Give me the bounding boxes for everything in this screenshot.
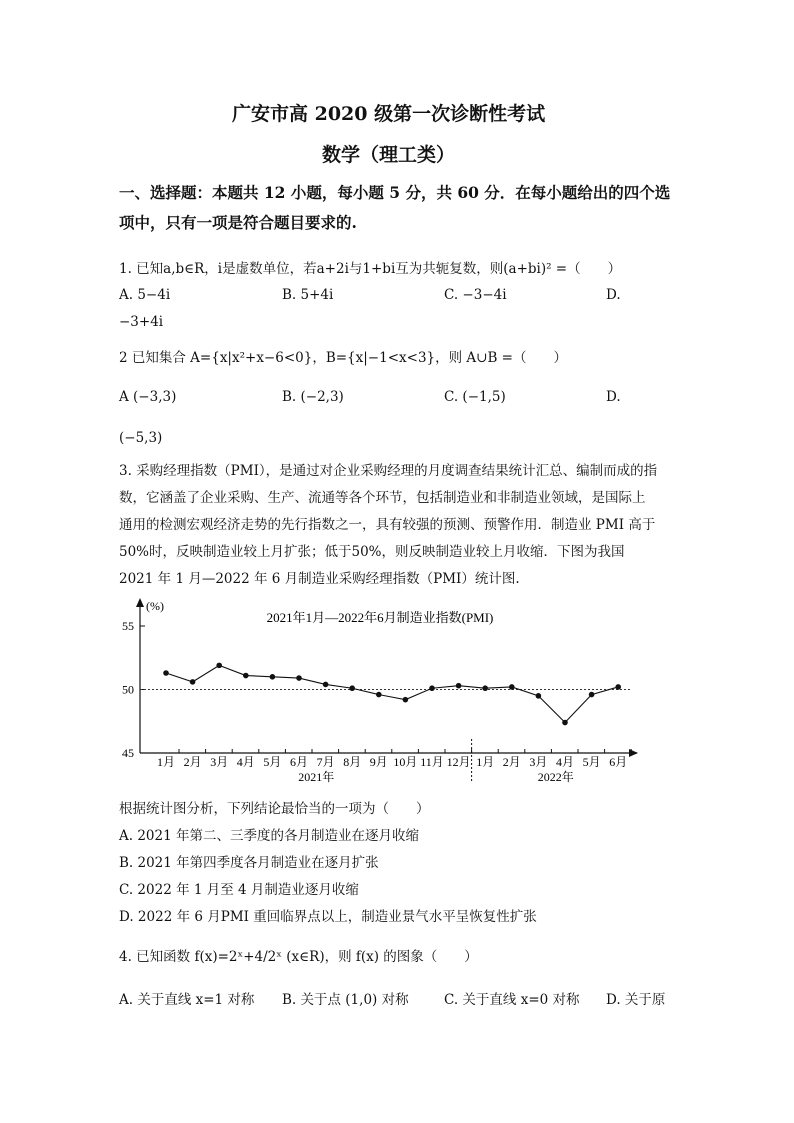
question-3-line: 3. 采购经理指数（PMI），是通过对企业采购经理的月度调查结果统计汇总、编制而成的指 (119, 463, 658, 479)
x-tick-label: 7月 (316, 755, 335, 769)
question-2-option-d: D. (606, 389, 621, 405)
question-3-line: 通用的检测宏观经济走势的先行指数之一，具有较强的预测、预警作用．制造业 PMI 高于 (119, 517, 656, 533)
question-2-option-d-value: (−5,3) (119, 430, 163, 446)
x-tick-label: 8月 (343, 755, 362, 769)
x-tick-label: 5月 (263, 755, 282, 769)
year-label-2021: 2021年 (298, 770, 335, 784)
chart-title: 2021年1月—2022年6月制造业指数(PMI) (266, 610, 494, 625)
series-line (166, 665, 618, 722)
data-point (323, 682, 329, 688)
question-2-option-b: B. (−2,3) (282, 389, 344, 405)
data-point (509, 684, 515, 690)
data-point (216, 663, 222, 669)
y-axis-arrow (136, 598, 144, 607)
data-point (270, 674, 276, 680)
question-4-stem: 4. 已知函数 f(x)=2ˣ+4/2ˣ (x∈R)，则 f(x) 的图象（ ） (119, 949, 478, 965)
x-tick-label: 2月 (183, 755, 202, 769)
year-label-2022: 2022年 (537, 770, 574, 784)
data-point (349, 685, 355, 691)
data-point (589, 692, 595, 698)
question-3-line: 2021 年 1 月—2022 年 6 月制造业采购经理指数（PMI）统计图. (119, 571, 520, 587)
data-point (296, 675, 302, 681)
question-4-option-d: D. 关于原 (606, 992, 666, 1008)
question-4-option-b: B. 关于点 (1,0) 对称 (282, 992, 409, 1008)
question-2-option-a: A (−3,3) (119, 389, 177, 405)
x-tick-label: 11月 (420, 755, 444, 769)
question-2-stem: 2 已知集合 A={x|x²+x−6<0}，B={x|−1<x<3}，则 A∪B =（ ） (119, 350, 567, 366)
data-point (429, 685, 435, 691)
data-point (163, 670, 169, 676)
y-tick-label: 50 (122, 682, 134, 697)
question-1-option-d: D. (606, 287, 621, 303)
x-tick-label: 1月 (156, 755, 176, 769)
data-point (243, 673, 249, 679)
question-3-option-d: D. 2022 年 6 月PMI 重回临界点以上，制造业景气水平呈恢复性扩张 (119, 909, 537, 925)
pmi-line-chart (110, 596, 670, 796)
question-3-option-b: B. 2021 年第四季度各月制造业在逐月扩张 (119, 855, 379, 871)
question-1-option-b: B. 5+4i (282, 287, 334, 303)
question-3-option-c: C. 2022 年 1 月至 4 月制造业逐月收缩 (119, 882, 359, 898)
data-point (536, 693, 542, 699)
y-tick-label: 45 (122, 746, 134, 760)
x-tick-label: 3月 (210, 755, 229, 769)
x-tick-label: 3月 (529, 755, 548, 769)
question-1-option-c: C. −3−4i (444, 287, 507, 303)
data-point (190, 679, 196, 685)
x-tick-label: 9月 (369, 755, 388, 769)
x-axis-arrow (629, 749, 638, 757)
question-3-text (119, 458, 657, 593)
y-axis-label: (%) (146, 599, 164, 613)
x-tick-label: 6月 (289, 755, 309, 769)
data-point (376, 692, 382, 698)
data-point (456, 683, 462, 689)
question-3-line: 50%时，反映制造业较上月扩张；低于50%，则反映制造业较上月收缩．下图为我国 (119, 544, 625, 560)
x-tick-label: 12月 (446, 755, 471, 769)
x-tick-label: 4月 (555, 755, 575, 769)
data-point (482, 685, 488, 691)
question-3-prompt: 根据统计图分析，下列结论最恰当的一项为（ ） (119, 801, 430, 817)
x-tick-label: 1月 (476, 755, 495, 769)
section-heading: 一、选择题：本题共 12 小题，每小题 5 分，共 60 分．在每小题给出的四个选 (119, 183, 671, 202)
data-point (615, 684, 621, 690)
question-3-option-a: A. 2021 年第二、三季度的各月制造业在逐月收缩 (119, 828, 419, 844)
page-title: 广安市高 2020 级第一次诊断性考试 (232, 103, 546, 125)
question-4-option-c: C. 关于直线 x=0 对称 (444, 992, 580, 1008)
x-tick-label: 5月 (582, 755, 601, 769)
question-1-option-d-value: −3+4i (119, 314, 164, 330)
y-tick-label: 55 (122, 619, 134, 633)
page-subtitle: 数学（理工类） (322, 144, 456, 166)
question-4-option-a: A. 关于直线 x=1 对称 (119, 992, 255, 1008)
data-point (562, 720, 568, 726)
x-tick-label: 4月 (236, 755, 255, 769)
question-1-option-a: A. 5−4i (119, 287, 171, 303)
x-tick-label: 2月 (502, 755, 521, 769)
question-2-option-c: C. (−1,5) (444, 389, 506, 405)
section-heading-cont: 项中，只有一项是符合题目要求的. (119, 213, 357, 232)
question-1-stem: 1. 已知a,b∈R，i是虚数单位，若a+2i与1+bi互为共轭复数，则(a+bi)² =（ ） (119, 261, 622, 277)
data-point (403, 697, 409, 703)
question-3-line: 数，它涵盖了企业采购、生产、流通等各个环节，包括制造业和非制造业领域，是国际上 (119, 490, 646, 506)
x-tick-label: 6月 (609, 755, 628, 769)
x-tick-label: 10月 (393, 755, 418, 769)
